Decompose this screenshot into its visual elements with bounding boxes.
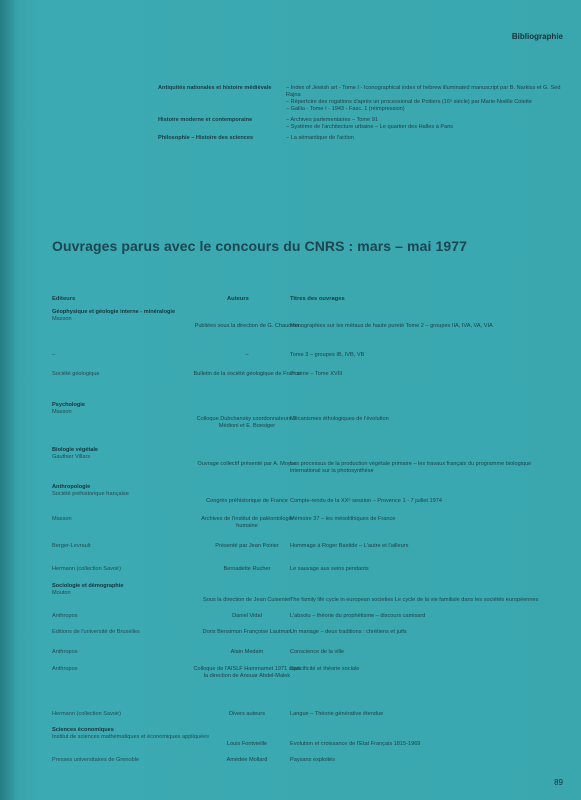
section-title: Bibliographie [511, 32, 563, 41]
editeur-cell [52, 402, 212, 416]
titre-cell: L'absolu – théorie du prophétisme – discours camisard [290, 613, 426, 619]
page-number: 89 [554, 778, 563, 787]
editeur-cell [52, 649, 212, 656]
binding-gutter [0, 0, 14, 800]
column-header-auteurs: Auteurs [227, 296, 249, 302]
discipline-label: Sociologie et démographie [52, 583, 124, 589]
auteur-cell: – [245, 352, 249, 358]
auteur-cell: Présenté par Jean Poirier [215, 543, 279, 549]
publisher-name: Anthropos [52, 649, 78, 655]
editeur-cell [52, 447, 212, 461]
auteur-cell: Divers auteurs [228, 711, 266, 717]
publisher-name: Anthropos [52, 613, 78, 619]
publisher-name: Gauthier Villars [52, 454, 91, 460]
column-header-titres: Titres des ouvrages [290, 296, 345, 302]
titre-cell: Les processus de la production végétale primaire – les travaux français du programme biologique international sur la photosynthèse [290, 461, 532, 474]
publisher-name: Berger-Levrault [52, 543, 91, 549]
titre-cell: Le sauvage aux seins pendants [290, 566, 369, 572]
titre-cell: The family life cycle in european societies Le cycle de la vie familiale dans les sociétés européennes [290, 597, 539, 603]
titre-cell: Tome 3 – groupes IB, IVB, VB [290, 352, 365, 358]
editeur-cell [52, 543, 212, 550]
discipline-label: Anthropologie [52, 484, 91, 490]
discipline-label: Sciences économiques [52, 727, 114, 733]
titre-cell: Mécanismes éthologiques de l'évolution [290, 416, 389, 422]
page-heading: Ouvrages parus avec le concours du CNRS : mars – mai 1977 [52, 238, 467, 254]
auteur-cell: Amédée Mollard [226, 757, 268, 763]
titre-cell: Evolution et croissance de l'Etat Français 1815-1969 [290, 741, 421, 747]
auteur-cell: Alain Medam [230, 649, 264, 655]
publisher-name: Mouton [52, 590, 71, 596]
editeur-cell [52, 757, 212, 764]
bibliography-category: Antiquités nationales et histoire médiévale [158, 85, 272, 91]
editeur-cell [52, 727, 212, 741]
editeur-cell [52, 629, 212, 636]
auteur-cell: Louis Fontvieille [226, 741, 268, 747]
bibliography-group [158, 117, 568, 131]
publisher-name: Masson [52, 516, 72, 522]
editeur-cell [52, 566, 212, 573]
auteur-cell: Daniel Vidal [232, 613, 262, 619]
auteur-cell: Doris Bensimon Françoise Lautman [202, 629, 292, 635]
editeur-cell [52, 371, 212, 378]
bibliography-item: – Répertoire des rogations d'après un processional de Poitiers (16ᵉ siècle) par Marie-Noëlle Colette [286, 99, 532, 105]
auteur-cell: Archives de l'institut de paléontologie humaine [201, 516, 293, 529]
discipline-label: Biologie végétale [52, 447, 99, 453]
auteur-cell: Bulletin de la société géologique de France [193, 371, 301, 377]
publisher-name: Hermann (collection Savoir) [52, 566, 122, 572]
auteur-cell: Publiées sous la direction de G. Chaudron [194, 323, 300, 329]
titre-cell: Un mariage – deux traditions : chrétiens et juifs [290, 629, 407, 635]
titre-cell: Hommage à Roger Bastide – L'autre et l'ailleurs [290, 543, 409, 549]
publisher-name: Hermann (collection Savoir) [52, 711, 122, 717]
editeur-cell [52, 484, 212, 498]
editeur-cell [52, 583, 212, 597]
publisher-name: Masson [52, 409, 72, 415]
auteur-cell: Congrès préhistorique de France [206, 498, 288, 504]
publisher-name: Presses universitaires de Grenoble [52, 757, 140, 763]
editeur-cell [52, 352, 212, 359]
bibliography-list [158, 85, 568, 146]
bibliography-item: – Gallia - Tome I - 1943 - Fasc. 1 (réimpression) [286, 106, 405, 112]
titre-cell: Paysans exploités [290, 757, 336, 763]
auteur-cell: Sous la direction de Jean Cuisenier [203, 597, 291, 603]
publisher-name: Société préhistorique française [52, 491, 129, 497]
titre-cell: 7ᵉ série – Tome XVIII [290, 371, 343, 377]
auteur-cell: Colloque Dubchansky coordonnateurs J. Médioni et E. Boesiger [196, 416, 298, 429]
auteur-cell: Bernadette Rucher [223, 566, 271, 572]
titre-cell: Langue – Théorie générative étendue [290, 711, 384, 717]
auteur-cell: Colloque de l'AISLF Hammamet 1971 sous la direction de Anouar Abdel-Malek [193, 666, 301, 679]
discipline-label: Géophysique et géologie interne - minéralogie [52, 309, 176, 315]
editeur-cell [52, 666, 212, 673]
bibliography-category: Philosophie – Histoire des sciences [158, 135, 254, 141]
column-header-editeurs: Editeurs [52, 296, 76, 302]
publisher-name: Masson [52, 316, 72, 322]
publisher-name: Société géologique [52, 371, 100, 377]
titre-cell: Compte-rendu de la XXᵉ session – Provence 1 - 7 juillet 1974 [290, 498, 442, 504]
bibliography-item: – Système de l'architecture urbaine – Le quartier des Halles à Paris [286, 124, 454, 130]
editeur-cell [52, 309, 212, 323]
publisher-name: Institut de sciences mathématiques et économiques appliquées [52, 734, 210, 740]
titre-cell: Monographies sur les métaux de haute pureté Tome 2 – groupes IIA, IVA, VA, VIA [290, 323, 493, 329]
bibliography-group [158, 85, 568, 113]
publisher-name: Editions de l'université de Bruxelles [52, 629, 140, 635]
bibliography-item: – Index of Jewish art - Tome I - Iconographical index of hebrew illuminated manuscript par B. Narkiss et G. Sed Rajna [286, 85, 561, 98]
publisher-name: Anthropos [52, 666, 78, 672]
bibliography-item: – La sémantique de l'action [286, 135, 354, 141]
titre-cell: Mémoire 37 – les mésolithiques de France [290, 516, 396, 522]
bibliography-category: Histoire moderne et contemporaine [158, 117, 253, 123]
editeur-cell [52, 516, 212, 523]
editeur-cell [52, 711, 212, 718]
titre-cell: Spécificité et théorie sociale [290, 666, 360, 672]
editeur-cell [52, 613, 212, 620]
auteur-cell: Ouvrage collectif présenté par A. Moyse [197, 461, 297, 467]
bibliography-group [158, 135, 568, 142]
bibliography-item: – Archives parlementaires – Tome 91 [286, 117, 378, 123]
discipline-label: Psychologie [52, 402, 85, 408]
publisher-name: – [52, 352, 56, 358]
titre-cell: Conscience de la ville [290, 649, 345, 655]
